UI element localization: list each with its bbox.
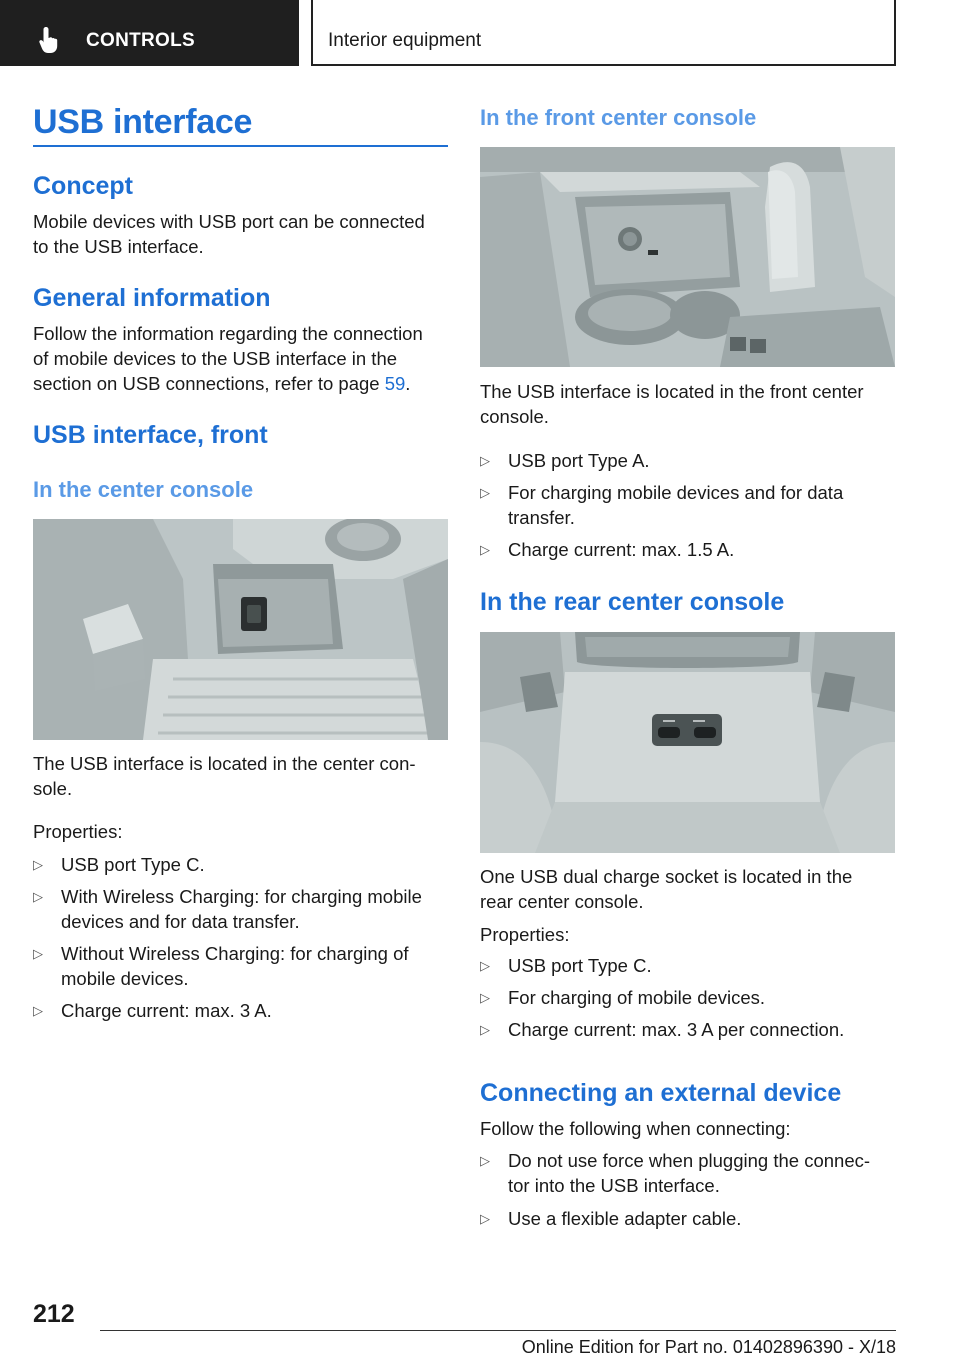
concept-text-line-2: to the USB interface. <box>33 236 204 257</box>
rear-text-line-2: rear center console. <box>480 891 644 912</box>
list-item-text: Charge current: max. 3 A. <box>61 1000 272 1021</box>
list-item-text: With Wireless Charging: for charging mobile <box>61 886 422 907</box>
list-item-text: Do not use force when plugging the connec‐ <box>508 1150 871 1171</box>
general-info-line-3-text: section on USB connections, refer to page <box>33 373 385 394</box>
general-info-line-3 <box>33 371 410 396</box>
list-item-text: USB port Type A. <box>508 450 650 471</box>
bullet-triangle-icon: ▷ <box>480 958 490 973</box>
page-header <box>0 0 960 66</box>
chapter-label: Interior equipment <box>328 30 482 51</box>
list-item-text: Use a flexible adapter cable. <box>508 1208 742 1229</box>
bullet-triangle-icon: ▷ <box>480 1022 490 1037</box>
edition-note: Online Edition for Part no. 01402896390 - X/18 <box>521 1337 896 1357</box>
list-item-text: Charge current: max. 1.5 A. <box>508 539 735 560</box>
bullet-triangle-icon: ▷ <box>33 1003 43 1018</box>
list-item-text: USB port Type C. <box>61 854 205 875</box>
bullet-triangle-icon: ▷ <box>480 542 490 557</box>
general-info-line-1: Follow the information regarding the connection <box>33 323 423 344</box>
connecting-text: Follow the following when connecting: <box>480 1118 791 1139</box>
front-located-line-2: console. <box>480 406 549 427</box>
title-rule <box>33 145 448 147</box>
general-info-line-3-end: . <box>405 373 411 394</box>
list-item-text-cont: mobile devices. <box>61 968 189 989</box>
connecting-device-heading: Connecting an external device <box>480 1079 842 1107</box>
list-item-text: Without Wireless Charging: for charging of <box>61 943 409 964</box>
list-item-text: For charging of mobile devices. <box>508 987 766 1008</box>
bullet-triangle-icon: ▷ <box>480 453 490 468</box>
rear-center-console-photo <box>480 632 895 853</box>
concept-heading: Concept <box>33 172 133 200</box>
properties-label: Properties: <box>33 821 123 842</box>
bullet-triangle-icon: ▷ <box>33 889 43 904</box>
bullet-triangle-icon: ▷ <box>33 857 43 872</box>
bullet-triangle-icon: ▷ <box>33 946 43 961</box>
center-console-located-line-2: sole. <box>33 778 73 799</box>
list-item-text: For charging mobile devices and for data <box>508 482 844 503</box>
rear-center-console-heading: In the rear center console <box>480 588 785 616</box>
rear-properties-label: Properties: <box>480 924 570 945</box>
page-title: USB interface <box>33 103 253 141</box>
page-59-link[interactable]: 59 <box>384 373 406 394</box>
section-label: CONTROLS <box>86 30 196 51</box>
section-tab <box>0 0 299 66</box>
list-item-text: Charge current: max. 3 A per connection. <box>508 1019 845 1040</box>
list-item-text-cont: devices and for data transfer. <box>61 911 300 932</box>
bullet-triangle-icon: ▷ <box>480 485 490 500</box>
front-center-console-photo <box>480 147 895 367</box>
bullet-triangle-icon: ▷ <box>480 990 490 1005</box>
page-number: 212 <box>33 1300 75 1328</box>
list-item-text: USB port Type C. <box>508 955 652 976</box>
list-item-text-cont: transfer. <box>508 507 575 528</box>
general-info-line-2: of mobile devices to the USB interface in the <box>33 348 398 369</box>
center-console-located-line-1: The USB interface is located in the center con‐ <box>33 753 416 774</box>
pointing-hand-icon <box>38 26 64 54</box>
footer-rule <box>100 1330 896 1331</box>
bullet-triangle-icon: ▷ <box>480 1211 490 1226</box>
front-located-line-1: The USB interface is located in the front center <box>480 381 864 402</box>
front-center-console-heading: In the front center console <box>480 105 757 130</box>
concept-text-line-1: Mobile devices with USB port can be connected <box>33 211 425 232</box>
rear-text-line-1: One USB dual charge socket is located in the <box>480 866 853 887</box>
center-console-photo <box>33 519 448 740</box>
general-info-heading: General information <box>33 284 271 312</box>
usb-front-heading: USB interface, front <box>33 421 268 449</box>
list-item-text-cont: tor into the USB interface. <box>508 1175 720 1196</box>
bullet-triangle-icon: ▷ <box>480 1153 490 1168</box>
center-console-heading: In the center console <box>33 477 254 502</box>
chapter-tab <box>311 0 896 66</box>
